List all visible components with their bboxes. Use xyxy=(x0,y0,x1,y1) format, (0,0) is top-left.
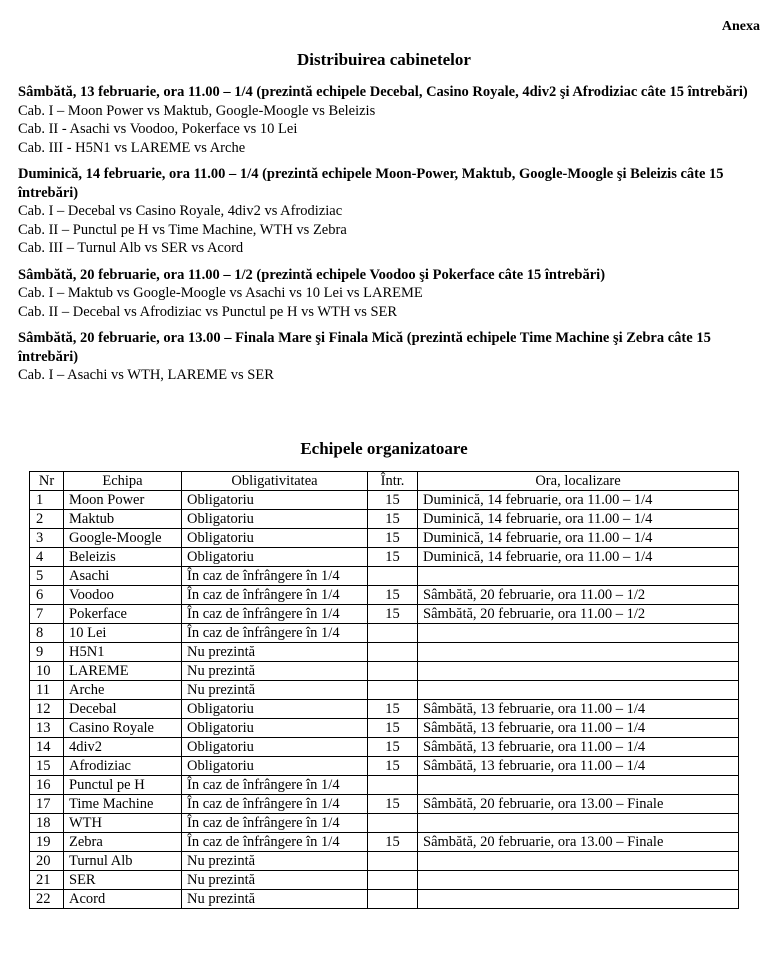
cell-echipa: Afrodiziac xyxy=(64,757,182,776)
cell-ora-localizare xyxy=(418,776,739,795)
cell-nr: 14 xyxy=(30,738,64,757)
cabinet-line: Cab. I – Decebal vs Casino Royale, 4div2 vs Afrodiziac xyxy=(18,203,343,219)
cell-nr: 19 xyxy=(30,833,64,852)
cabinet-line: Cab. II – Punctul pe H vs Time Machine, WTH vs Zebra xyxy=(18,221,347,238)
cell-intr: 15 xyxy=(368,719,418,738)
session-block xyxy=(18,165,758,258)
cell-echipa: WTH xyxy=(64,814,182,833)
cell-intr: 15 xyxy=(368,529,418,548)
cell-intr xyxy=(368,624,418,643)
session-heading: Sâmbătă, 13 februarie, ora 11.00 – 1/4 (prezintă echipele Decebal, Casino Royale, 4div2 şi Afrodiziac câte 15 întrebări) xyxy=(18,84,748,100)
table-row xyxy=(30,833,739,852)
cell-echipa: Punctul pe H xyxy=(64,776,182,795)
session-heading: Sâmbătă, 20 februarie, ora 13.00 – Finala Mare şi Finala Mică (prezintă echipele Time Machine şi Zebra câte 15 întrebări) xyxy=(18,330,711,365)
table-row xyxy=(30,643,739,662)
table-row xyxy=(30,795,739,814)
table-row xyxy=(30,719,739,738)
cell-obligativitatea: În caz de înfrângere în 1/4 xyxy=(182,795,368,814)
cell-echipa: Voodoo xyxy=(64,586,182,605)
cell-nr: 22 xyxy=(30,890,64,909)
cell-ora-localizare xyxy=(418,852,739,871)
cell-echipa: SER xyxy=(64,871,182,890)
cell-ora-localizare: Duminică, 14 februarie, ora 11.00 – 1/4 xyxy=(418,548,739,567)
header-nr: Nr xyxy=(30,472,64,491)
cell-intr: 15 xyxy=(368,833,418,852)
cell-obligativitatea: Nu prezintă xyxy=(182,681,368,700)
cabinet-line: Cab. I – Moon Power vs Maktub, Google-Moogle vs Beleizis xyxy=(18,102,376,119)
cell-ora-localizare: Sâmbătă, 20 februarie, ora 11.00 – 1/2 xyxy=(418,605,739,624)
cell-echipa: Turnul Alb xyxy=(64,852,182,871)
session-heading: Duminică, 14 februarie, ora 11.00 – 1/4 (prezintă echipele Moon-Power, Maktub, Google-Moogle şi Beleizis câte 15 întrebări) xyxy=(18,166,724,201)
cell-echipa: Zebra xyxy=(64,833,182,852)
cell-obligativitatea: Nu prezintă xyxy=(182,662,368,681)
cell-echipa: 4div2 xyxy=(64,738,182,757)
cell-ora-localizare xyxy=(418,890,739,909)
cell-intr xyxy=(368,814,418,833)
cell-echipa: Casino Royale xyxy=(64,719,182,738)
cabinet-line: Cab. II – Decebal vs Afrodiziac vs Punctul pe H vs WTH vs SER xyxy=(18,303,398,320)
cell-echipa: LAREME xyxy=(64,662,182,681)
table-row xyxy=(30,700,739,719)
cell-echipa: Beleizis xyxy=(64,548,182,567)
cell-intr xyxy=(368,776,418,795)
cell-obligativitatea: În caz de înfrângere în 1/4 xyxy=(182,833,368,852)
cell-nr: 7 xyxy=(30,605,64,624)
cell-obligativitatea: Nu prezintă xyxy=(182,852,368,871)
cell-ora-localizare: Sâmbătă, 13 februarie, ora 11.00 – 1/4 xyxy=(418,719,739,738)
cell-intr: 15 xyxy=(368,586,418,605)
cell-ora-localizare: Sâmbătă, 13 februarie, ora 11.00 – 1/4 xyxy=(418,700,739,719)
cell-nr: 11 xyxy=(30,681,64,700)
cell-ora-localizare xyxy=(418,643,739,662)
cell-ora-localizare xyxy=(418,624,739,643)
table-row xyxy=(30,814,739,833)
cell-obligativitatea: În caz de înfrângere în 1/4 xyxy=(182,586,368,605)
cell-intr: 15 xyxy=(368,795,418,814)
cell-intr: 15 xyxy=(368,510,418,529)
cell-nr: 15 xyxy=(30,757,64,776)
cell-intr xyxy=(368,852,418,871)
header-intr: Într. xyxy=(368,472,418,491)
table-title: Echipele organizatoare xyxy=(300,439,468,458)
page-title: Distribuirea cabinetelor xyxy=(297,50,471,69)
table-row xyxy=(30,605,739,624)
table-row xyxy=(30,662,739,681)
cell-intr: 15 xyxy=(368,700,418,719)
cell-intr: 15 xyxy=(368,491,418,510)
cell-ora-localizare xyxy=(418,662,739,681)
cell-intr xyxy=(368,871,418,890)
sessions-list xyxy=(18,83,758,393)
cell-obligativitatea: Obligatoriu xyxy=(182,491,368,510)
cell-obligativitatea: Obligatoriu xyxy=(182,757,368,776)
cell-ora-localizare: Sâmbătă, 13 februarie, ora 11.00 – 1/4 xyxy=(418,757,739,776)
table-row xyxy=(30,624,739,643)
cell-obligativitatea: Obligatoriu xyxy=(182,738,368,757)
table-row xyxy=(30,852,739,871)
cell-nr: 13 xyxy=(30,719,64,738)
table-row xyxy=(30,548,739,567)
cell-echipa: Decebal xyxy=(64,700,182,719)
table-row xyxy=(30,738,739,757)
cell-ora-localizare: Duminică, 14 februarie, ora 11.00 – 1/4 xyxy=(418,510,739,529)
header-obligativitatea: Obligativitatea xyxy=(182,472,368,491)
table-row xyxy=(30,567,739,586)
cell-ora-localizare: Sâmbătă, 20 februarie, ora 13.00 – Finale xyxy=(418,833,739,852)
header-ora-localizare: Ora, localizare xyxy=(418,472,739,491)
cell-intr xyxy=(368,681,418,700)
annex-label: Anexa xyxy=(721,19,760,34)
cell-echipa: Time Machine xyxy=(64,795,182,814)
cell-nr: 17 xyxy=(30,795,64,814)
cell-echipa: Asachi xyxy=(64,567,182,586)
cell-intr xyxy=(368,567,418,586)
session-heading: Sâmbătă, 20 februarie, ora 11.00 – 1/2 (prezintă echipele Voodoo şi Pokerface câte 15 întrebări) xyxy=(18,266,606,283)
cell-nr: 4 xyxy=(30,548,64,567)
cell-obligativitatea: Obligatoriu xyxy=(182,510,368,529)
cabinet-line: Cab. I – Maktub vs Google-Moogle vs Asachi vs 10 Lei vs LAREME xyxy=(18,285,423,301)
cell-ora-localizare: Duminică, 14 februarie, ora 11.00 – 1/4 xyxy=(418,491,739,510)
cell-ora-localizare: Sâmbătă, 13 februarie, ora 11.00 – 1/4 xyxy=(418,738,739,757)
cell-obligativitatea: Obligatoriu xyxy=(182,700,368,719)
cell-ora-localizare: Sâmbătă, 20 februarie, ora 13.00 – Finale xyxy=(418,795,739,814)
table-row xyxy=(30,871,739,890)
cell-intr: 15 xyxy=(368,738,418,757)
cell-nr: 20 xyxy=(30,852,64,871)
cell-ora-localizare xyxy=(418,681,739,700)
cell-ora-localizare: Sâmbătă, 20 februarie, ora 11.00 – 1/2 xyxy=(418,586,739,605)
cell-obligativitatea: Nu prezintă xyxy=(182,643,368,662)
cell-obligativitatea: Nu prezintă xyxy=(182,890,368,909)
cell-nr: 18 xyxy=(30,814,64,833)
table-row xyxy=(30,510,739,529)
cell-intr: 15 xyxy=(368,605,418,624)
table-row xyxy=(30,757,739,776)
table-row xyxy=(30,586,739,605)
cabinet-line: Cab. II - Asachi vs Voodoo, Pokerface vs 10 Lei xyxy=(18,121,298,137)
teams-table xyxy=(29,471,739,909)
cell-obligativitatea: Obligatoriu xyxy=(182,548,368,567)
table-row xyxy=(30,890,739,909)
cell-nr: 3 xyxy=(30,529,64,548)
cabinet-line: Cab. III – Turnul Alb vs SER vs Acord xyxy=(18,240,244,256)
cell-echipa: Acord xyxy=(64,890,182,909)
cell-echipa: Maktub xyxy=(64,510,182,529)
cell-intr xyxy=(368,643,418,662)
cell-obligativitatea: În caz de înfrângere în 1/4 xyxy=(182,814,368,833)
table-row xyxy=(30,529,739,548)
cell-obligativitatea: Obligatoriu xyxy=(182,719,368,738)
session-block xyxy=(18,266,758,322)
cell-echipa: H5N1 xyxy=(64,643,182,662)
cell-nr: 6 xyxy=(30,586,64,605)
cell-nr: 1 xyxy=(30,491,64,510)
cell-echipa: 10 Lei xyxy=(64,624,182,643)
cell-ora-localizare: Duminică, 14 februarie, ora 11.00 – 1/4 xyxy=(418,529,739,548)
cell-nr: 9 xyxy=(30,643,64,662)
cell-nr: 12 xyxy=(30,700,64,719)
table-header-row xyxy=(30,472,739,491)
table-row xyxy=(30,491,739,510)
cell-obligativitatea: În caz de înfrângere în 1/4 xyxy=(182,605,368,624)
cell-nr: 10 xyxy=(30,662,64,681)
cell-ora-localizare xyxy=(418,871,739,890)
cell-obligativitatea: În caz de înfrângere în 1/4 xyxy=(182,624,368,643)
cabinet-line: Cab. I – Asachi vs WTH, LAREME vs SER xyxy=(18,367,274,383)
table-row xyxy=(30,681,739,700)
session-block xyxy=(18,83,758,157)
cell-obligativitatea: Nu prezintă xyxy=(182,871,368,890)
cell-obligativitatea: Obligatoriu xyxy=(182,529,368,548)
cell-nr: 21 xyxy=(30,871,64,890)
cell-obligativitatea: În caz de înfrângere în 1/4 xyxy=(182,776,368,795)
cell-nr: 16 xyxy=(30,776,64,795)
cell-obligativitatea: În caz de înfrângere în 1/4 xyxy=(182,567,368,586)
cell-nr: 8 xyxy=(30,624,64,643)
cell-echipa: Arche xyxy=(64,681,182,700)
cell-intr xyxy=(368,662,418,681)
cell-intr: 15 xyxy=(368,757,418,776)
table-row xyxy=(30,776,739,795)
cell-ora-localizare xyxy=(418,567,739,586)
cell-nr: 5 xyxy=(30,567,64,586)
cell-intr xyxy=(368,890,418,909)
cell-ora-localizare xyxy=(418,814,739,833)
header-echipa: Echipa xyxy=(64,472,182,491)
cell-intr: 15 xyxy=(368,548,418,567)
cell-echipa: Moon Power xyxy=(64,491,182,510)
cell-echipa: Google-Moogle xyxy=(64,529,182,548)
cell-echipa: Pokerface xyxy=(64,605,182,624)
cell-nr: 2 xyxy=(30,510,64,529)
cabinet-line: Cab. III - H5N1 vs LAREME vs Arche xyxy=(18,139,246,156)
session-block xyxy=(18,329,758,385)
